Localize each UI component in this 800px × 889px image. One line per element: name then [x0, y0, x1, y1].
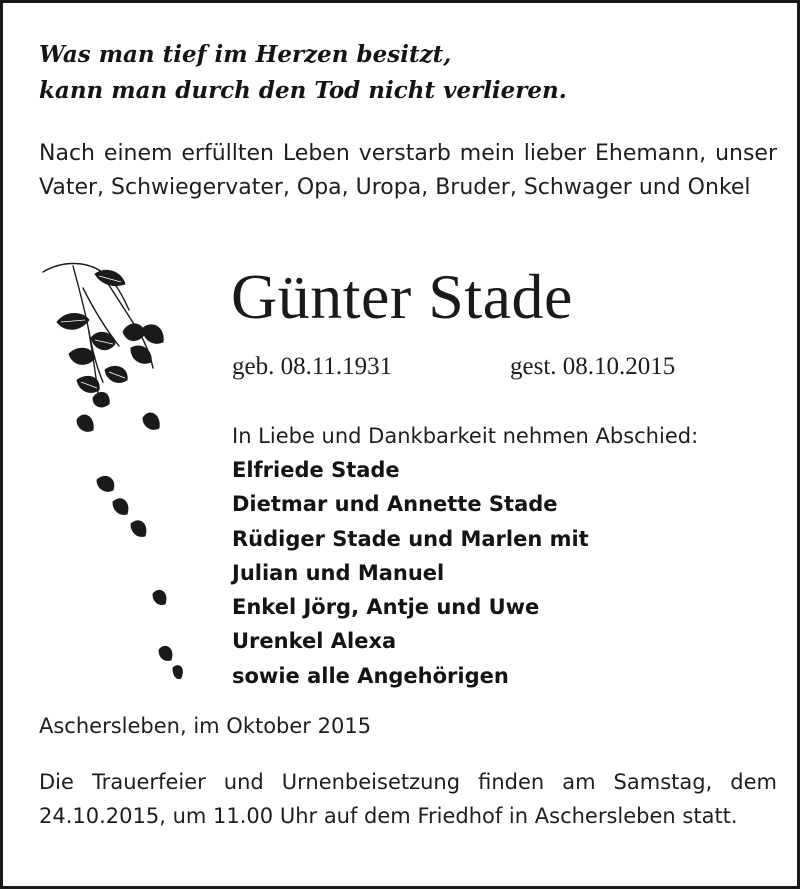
memorial-quote [39, 37, 567, 109]
farewell-line: In Liebe und Dankbarkeit nehmen Abschied: [232, 424, 699, 448]
mourner-item: Enkel Jörg, Antje und Uwe [232, 595, 540, 620]
birth-date: geb. 08.11.1931 [232, 353, 393, 380]
mourners-list [232, 453, 589, 693]
death-date: gest. 08.10.2015 [510, 353, 676, 380]
deceased-name: Günter Stade [231, 261, 573, 332]
birch-branch-icon [33, 258, 183, 688]
quote-line-1: Was man tief im Herzen besitzt, [39, 41, 452, 68]
quote-line-2: kann man durch den Tod nicht verlieren. [39, 77, 567, 104]
mourner-item: Urenkel Alexa [232, 629, 397, 654]
ceremony-info: Die Trauerfeier und Urnenbeisetzung finden am Samstag, dem 24.10.2015, um 11.00 Uhr auf dem Friedhof in Aschersleben statt. [39, 770, 777, 828]
mourner-item: Rüdiger Stade und Marlen mit [232, 526, 589, 551]
intro-text: Nach einem erfüllten Leben verstarb mein lieber Ehemann, unser Vater, Schwiegervater, Opa, Uropa, Bruder, Schwager und Onkel [39, 141, 777, 200]
mourner-item: Elfriede Stade [232, 458, 400, 482]
mourner-item: sowie alle Angehörigen [232, 663, 509, 688]
mourner-item: Julian und Manuel [232, 560, 445, 585]
life-dates [232, 349, 675, 385]
place-and-date: Aschersleben, im Oktober 2015 [39, 714, 372, 738]
mourner-item: Dietmar und Annette Stade [232, 492, 558, 517]
